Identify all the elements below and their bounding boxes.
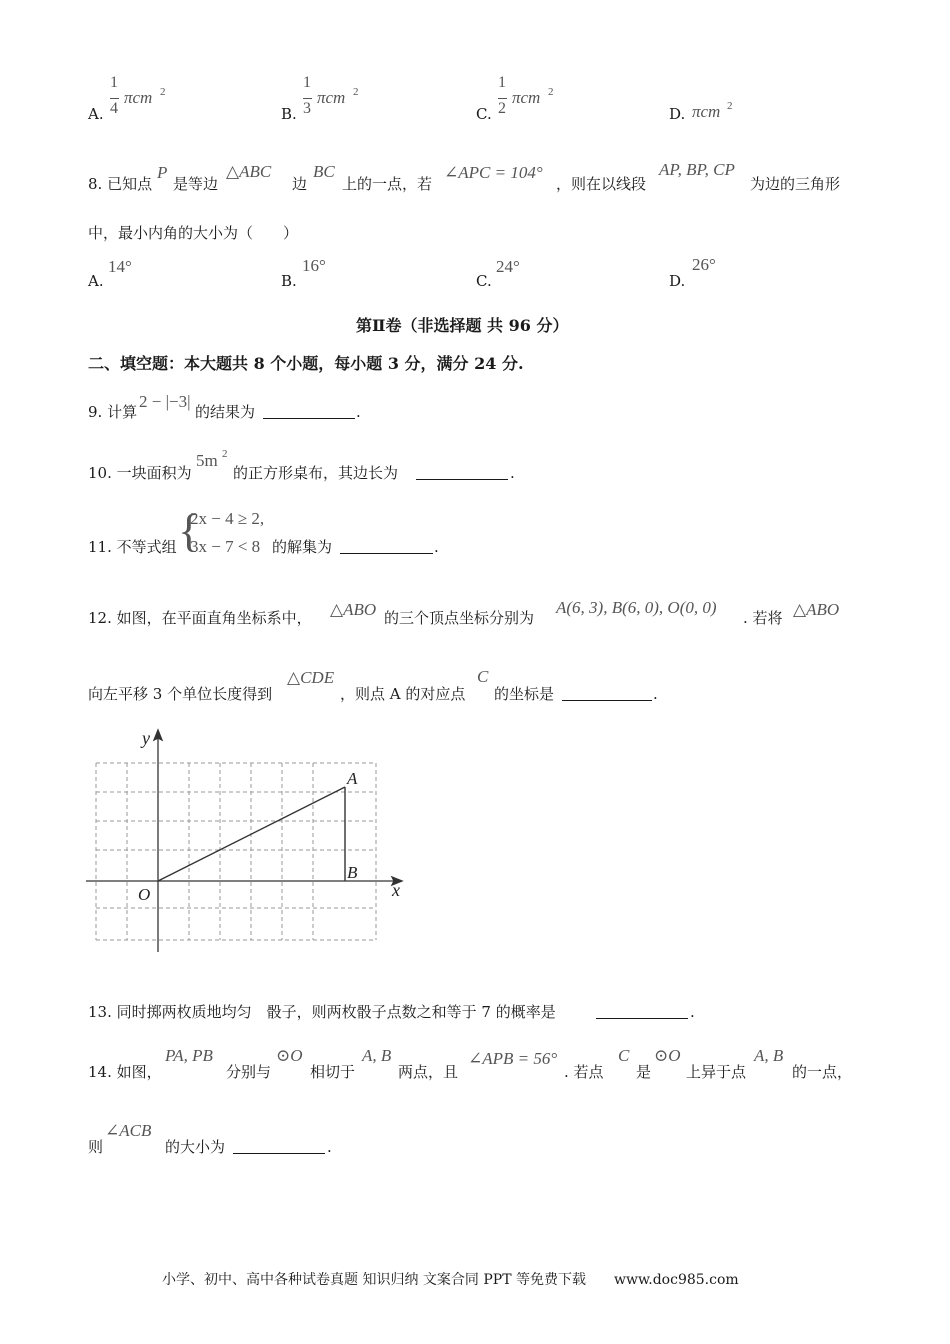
q14-tangents: PA, PB [165,1046,213,1065]
q8-side-bc: BC [313,162,335,181]
q14-text-1: 14. 如图， [88,1063,162,1081]
q9-end: . [356,403,361,421]
point-label-b: B [347,863,358,882]
q13-end: . [690,1003,695,1021]
q8-option-a-value: 14° [108,257,132,276]
q8-text-7: 中，最小内角的大小为（ ） [88,224,299,242]
q7-option-c-expr: πcm [512,88,541,107]
q8-text-1: 8. 已知点 [88,175,153,193]
q8-point-p: P [157,163,168,182]
q8-text-2: 是等边 [173,175,219,193]
grid [96,763,376,940]
q8-option-d-value: 26° [692,255,716,274]
q7-b-numerator: 1 [303,74,311,91]
q12-triangle-abo-2: △ABO [793,600,840,619]
q10-answer-blank [416,465,508,480]
q14-circle-o: ⊙O [276,1046,303,1065]
q7-option-d-label: D. [669,105,686,123]
q7-c-denominator: 2 [498,100,506,117]
q8-angle: ∠APC = 104° [444,163,543,182]
q14-point-c: C [618,1046,630,1065]
q12-end: . [653,685,658,703]
q12-triangle-abo: △ABO [330,600,377,619]
q12-point-c: C [477,667,489,686]
coordinate-figure [80,726,420,958]
q13-answer-blank [596,1004,688,1019]
q7-option-b-label: B. [281,105,297,123]
q14-circle-o-2: ⊙O [654,1046,681,1065]
q8-text-4: 上的一点，若 [342,175,433,193]
q9-answer-blank [263,404,355,419]
q11-text-2: 的解集为 [272,538,333,556]
q11-line-2: 3x − 7 < 8 [190,537,261,556]
q12-text-1: 12. 如图，在平面直角坐标系中， [88,609,312,627]
q12-triangle-cde: △CDE [287,668,335,687]
q11-line-1: 2x − 4 ≥ 2, [190,509,265,528]
q10-text-1: 10. 一块面积为 [88,464,192,482]
q8-option-d-label: D. [669,272,686,290]
q13-text: 13. 同时掷两枚质地均匀 骰子，则两枚骰子点数之和等于 7 的概率是 [88,1003,556,1021]
q10-exponent: 2 [222,448,228,460]
q14-text-2: 分别与 [226,1063,272,1081]
q7-option-c-exp: 2 [548,86,554,98]
q12-text-5: ，则点 A 的对应点 [340,685,466,703]
q14-points-ab: A, B [362,1046,392,1065]
q11-brace: { [178,505,201,556]
origin-label-o: O [138,885,151,904]
q7-a-numerator: 1 [110,74,118,91]
q14-text-7: 上异于点 [686,1063,747,1081]
q12-text-6: 的坐标是 [494,685,555,703]
q9-text-1: 9. 计算 [88,403,138,421]
q8-segments: AP, BP, CP [659,160,735,179]
q11-end: . [434,538,439,556]
section-heading: 二、填空题：本大题共 8 个小题，每小题 3 分，满分 24 分. [88,354,524,373]
q14-text-9: 则 [88,1138,104,1156]
q12-text-3: . 若将 [743,609,783,627]
q10-text-2: 的正方形桌布，其边长为 [233,464,399,482]
x-axis-label: x [392,880,400,900]
q8-option-c-label: C. [476,272,492,290]
q7-b-denominator: 3 [303,100,311,117]
q7-option-b-exp: 2 [353,86,359,98]
q7-option-a-label: A. [88,105,104,123]
q12-text-4: 向左平移 3 个单位长度得到 [88,685,273,703]
q14-text-5: . 若点 [564,1063,604,1081]
q7-option-d-exp: 2 [727,100,733,112]
q8-option-b-label: B. [281,272,297,290]
q14-text-3: 相切于 [310,1063,356,1081]
q14-points-ab-2: A, B [754,1046,784,1065]
q14-angle: ∠APB = 56° [468,1049,558,1068]
q7-a-denominator: 4 [110,100,118,117]
q7-option-d-expr: πcm [692,102,721,121]
q14-end: . [327,1138,332,1156]
page-footer: 小学、初中、高中各种试卷真题 知识归纳 文案合同 PPT 等免费下载 www.doc985.com [162,1272,739,1288]
q7-c-numerator: 1 [498,74,506,91]
q7-option-a-exp: 2 [160,86,166,98]
q9-text-2: 的结果为 [195,403,256,421]
q11-answer-blank [340,539,433,554]
q14-text-10: 的大小为 [165,1138,226,1156]
q7-option-c-label: C. [476,105,492,123]
point-label-a: A [347,769,358,788]
q8-triangle-abc: △ABC [226,162,272,181]
q9-expression: 2 − |−3| [139,392,191,411]
q10-expression: 5m [196,451,218,470]
q14-text-4: 两点，且 [398,1063,459,1081]
q8-option-a-label: A. [88,272,104,290]
q12-answer-blank [562,686,652,701]
q14-answer-blank [233,1139,325,1154]
q10-end: . [510,464,515,482]
section-title: 第Ⅱ卷（非选择题 共 96 分） [356,316,569,335]
q14-text-6: 是 [636,1063,652,1081]
q8-text-5: ，则在以线段 [556,175,647,193]
y-axis-label: y [142,728,150,748]
q14-angle-acb: ∠ACB [105,1121,152,1140]
q14-text-8: 的一点， [792,1063,853,1081]
q8-text-3: 边 [292,175,308,193]
q8-option-b-value: 16° [302,256,326,275]
q7-option-b-expr: πcm [317,88,346,107]
q12-coordinates: A(6, 3), B(6, 0), O(0, 0) [556,598,717,617]
q7-option-a-expr: πcm [124,88,153,107]
q11-text-1: 11. 不等式组 [88,538,177,556]
q8-text-6: 为边的三角形 [750,175,841,193]
q8-option-c-value: 24° [496,257,520,276]
q12-text-2: 的三个顶点坐标分别为 [384,609,535,627]
